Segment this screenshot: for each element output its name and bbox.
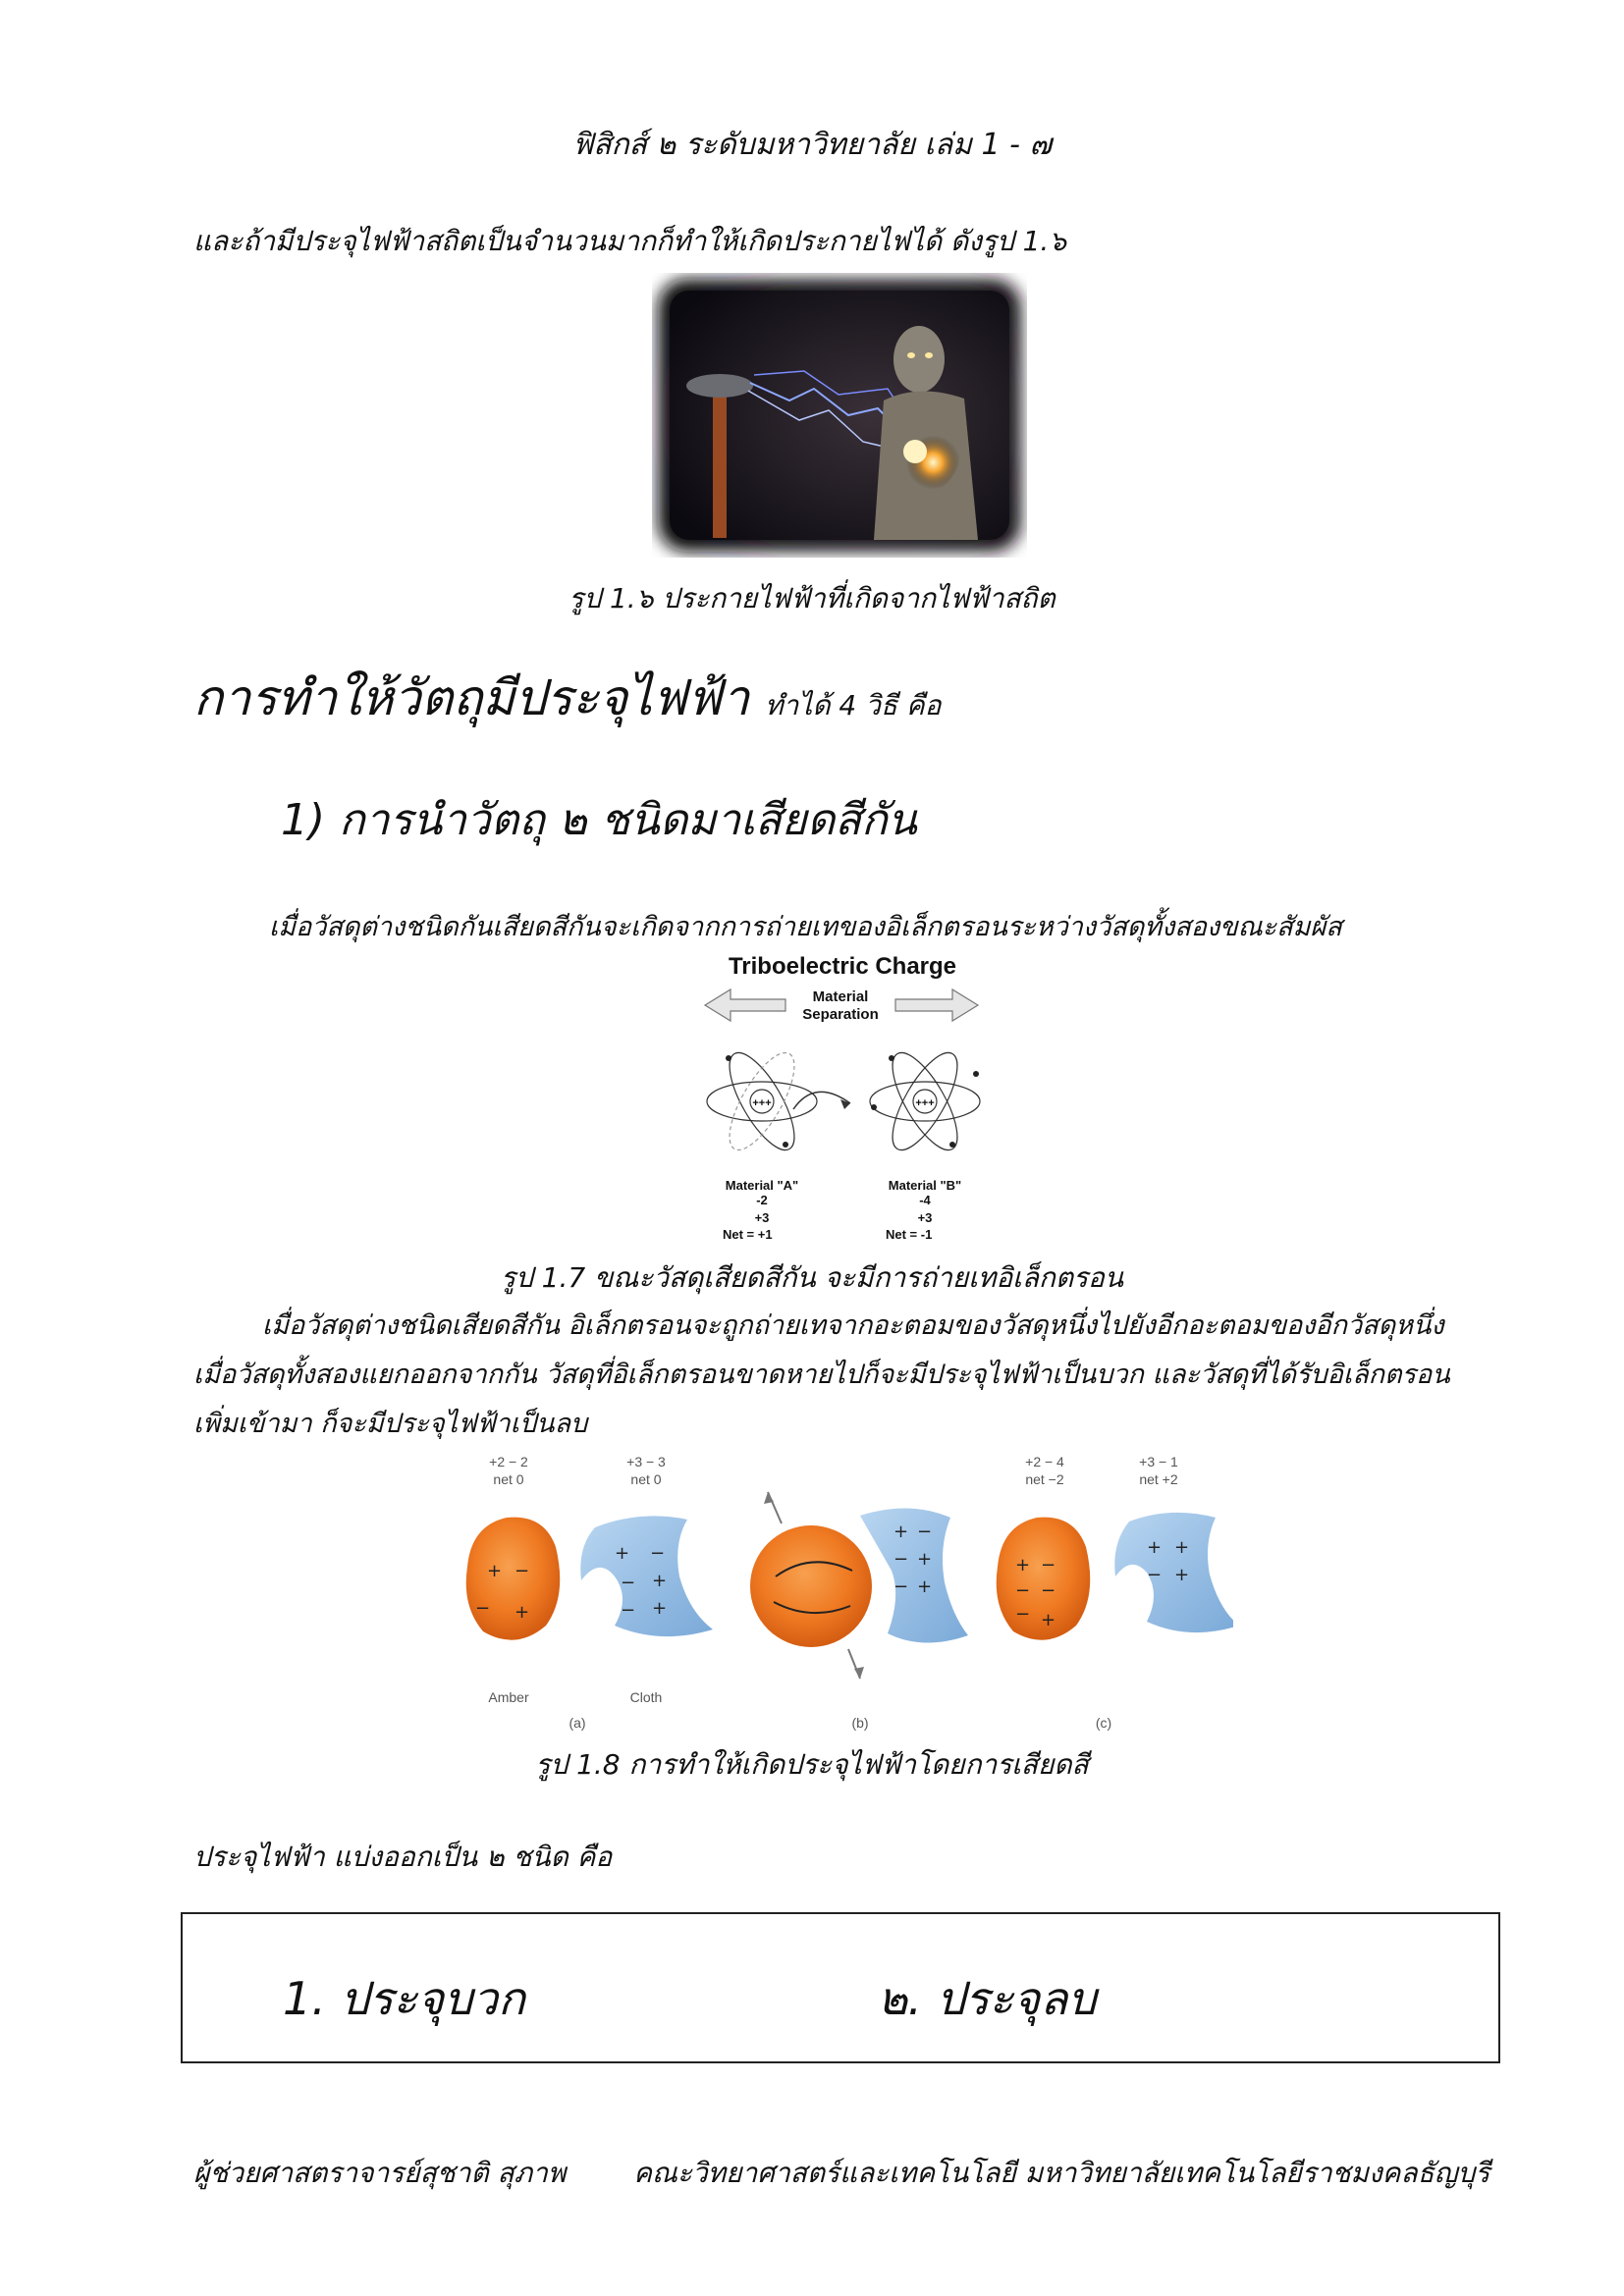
amber-a xyxy=(466,1518,561,1640)
charge-types-line: ประจุไฟฟ้า แบ่งออกเป็น ๒ ชนิด คือ xyxy=(193,1841,613,1873)
svg-text:+: + xyxy=(615,1543,630,1564)
c-cloth-charge: +3 − 1 xyxy=(1139,1454,1178,1469)
svg-text:−: − xyxy=(475,1598,491,1619)
figure-1-6-caption: รูป 1.๖ ประกายไฟฟ้าที่เกิดจากไฟฟ้าสถิต xyxy=(568,582,1056,614)
section-heading-note: ทำได้ 4 วิธี คือ xyxy=(765,689,942,721)
material-b-name: Material "B" xyxy=(888,1178,962,1193)
section-heading xyxy=(193,660,941,737)
cloth-label: Cloth xyxy=(629,1689,663,1705)
a-amber-net: net 0 xyxy=(493,1471,524,1487)
svg-text:−: − xyxy=(1015,1580,1031,1601)
material-a-line1: -2 xyxy=(756,1193,768,1207)
material-a-name: Material "A" xyxy=(725,1178,799,1193)
svg-text:+: + xyxy=(1041,1610,1056,1630)
figure-1-6-photo xyxy=(652,273,1027,558)
cloth-a xyxy=(580,1516,713,1636)
figure-1-8-caption: รูป 1.8 การทำให้เกิดประจุไฟฟ้าโดยการเสียดสี xyxy=(535,1748,1089,1781)
panel-a-label: (a) xyxy=(568,1715,586,1731)
svg-text:−: − xyxy=(1041,1555,1056,1575)
c-amber-charge: +2 − 4 xyxy=(1025,1454,1064,1469)
footer-author: ผู้ช่วยศาสตราจารย์สุชาติ สุภาพ xyxy=(193,2157,567,2189)
arrow-label-2: Separation xyxy=(802,1006,879,1023)
arrow-label-1: Material xyxy=(812,988,869,1005)
svg-text:+++: +++ xyxy=(915,1097,935,1109)
atom-b xyxy=(870,1044,980,1159)
amber-cloth-figure xyxy=(448,1449,1233,1734)
left-arrow xyxy=(705,989,785,1021)
panel-c-label: (c) xyxy=(1095,1715,1112,1731)
svg-text:−: − xyxy=(621,1573,636,1593)
a-cloth-net: net 0 xyxy=(630,1471,662,1487)
svg-text:−: − xyxy=(650,1543,666,1564)
footer-faculty: คณะวิทยาศาสตร์และเทคโนโลยี มหาวิทยาลัยเทคโนโลยีราชมงคลธัญบุรี xyxy=(633,2157,1490,2189)
svg-text:−: − xyxy=(514,1561,530,1581)
friction-sentence: เมื่อวัสดุต่างชนิดกันเสียดสีกันจะเกิดจากการถ่ายเทของอิเล็กตรอนระหว่างวัสดุทั้งสองขณะสัมผัส xyxy=(269,912,1342,942)
amber-cloth-svg xyxy=(448,1449,1233,1734)
section-heading-text: การทำให้วัตถุมีประจุไฟฟ้า xyxy=(193,669,750,726)
svg-text:+: + xyxy=(514,1602,530,1623)
material-b-line2: +3 xyxy=(917,1210,933,1225)
negative-charge: ๒. ประจุลบ xyxy=(878,1972,1097,2025)
charge-types-box xyxy=(181,1912,1500,2063)
svg-text:−: − xyxy=(1147,1565,1163,1585)
amber-b xyxy=(750,1525,872,1647)
intro-line: และถ้ามีประจุไฟฟ้าสถิตเป็นจำนวนมากก็ทำให้เกิดประกายไฟได้ ดังรูป 1.๖ xyxy=(193,225,1067,257)
figure-1-7-caption: รูป 1.7 ขณะวัสดุเสียดสีกัน จะมีการถ่ายเทอิเล็กตรอน xyxy=(500,1261,1124,1294)
friction-paragraph: เมื่อวัสดุต่างชนิดเสียดสีกัน อิเล็กตรอนจะถูกถ่ายเทจากอะตอมของวัสดุหนึ่งไปยังอีกอะตอมของอีกวัสดุหนึ่ง เมื่อวัสดุทั้งสองแยกออกจากกัน วัสดุที่อิเล็กตรอนขาดหายไปก็จะมีประจุไฟฟ้าเป็นบวก และวัสดุที่ได้รับอิเล็กตรอนเพิ่มเข้ามา ก็จะมีประจุไฟฟ้าเป็นลบ xyxy=(193,1310,1450,1439)
material-a-net: Net = +1 xyxy=(723,1227,773,1242)
a-amber-charge: +2 − 2 xyxy=(489,1454,528,1469)
tesla-coil-spark-image xyxy=(652,273,1027,558)
svg-text:+: + xyxy=(652,1598,668,1619)
svg-text:+: + xyxy=(487,1561,503,1581)
svg-text:−: − xyxy=(1041,1580,1056,1601)
panel-b xyxy=(750,1492,968,1679)
svg-text:−: − xyxy=(893,1576,909,1597)
amber-label: Amber xyxy=(488,1689,529,1705)
cloth-b xyxy=(860,1508,968,1642)
svg-text:+: + xyxy=(1174,1537,1190,1558)
material-a-line2: +3 xyxy=(754,1210,770,1225)
panel-a xyxy=(466,1516,713,1639)
material-b-net: Net = -1 xyxy=(886,1227,933,1242)
svg-text:+: + xyxy=(1147,1537,1163,1558)
svg-text:+: + xyxy=(893,1522,909,1542)
a-cloth-charge: +3 − 3 xyxy=(626,1454,666,1469)
subheading-friction: 1) การนำวัตถุ ๒ ชนิดมาเสียดสีกัน xyxy=(281,795,917,845)
triboelectric-svg xyxy=(668,942,1001,1256)
svg-text:−: − xyxy=(621,1600,636,1621)
svg-text:−: − xyxy=(893,1549,909,1570)
svg-text:−: − xyxy=(1015,1604,1031,1625)
svg-text:+: + xyxy=(1015,1555,1031,1575)
svg-text:+: + xyxy=(1174,1565,1190,1585)
svg-text:+++: +++ xyxy=(752,1097,772,1109)
page-header: ฟิสิกส์ ๒ ระดับมหาวิทยาลัย เล่ม 1 - ๗ xyxy=(571,128,1053,162)
c-amber-net: net −2 xyxy=(1025,1471,1064,1487)
c-cloth-net: net +2 xyxy=(1139,1471,1178,1487)
panel-c xyxy=(997,1513,1233,1640)
positive-charge: 1. ประจุบวก xyxy=(283,1972,525,2025)
svg-text:+: + xyxy=(917,1549,933,1570)
right-arrow xyxy=(895,989,978,1021)
page-footer xyxy=(193,2152,1490,2195)
svg-text:+: + xyxy=(917,1576,933,1597)
material-b-line1: -4 xyxy=(919,1193,931,1207)
svg-text:+: + xyxy=(652,1571,668,1591)
triboelectric-title: Triboelectric Charge xyxy=(728,953,957,980)
svg-text:−: − xyxy=(917,1522,933,1542)
triboelectric-diagram xyxy=(668,942,1001,1256)
panel-b-label: (b) xyxy=(851,1715,869,1731)
